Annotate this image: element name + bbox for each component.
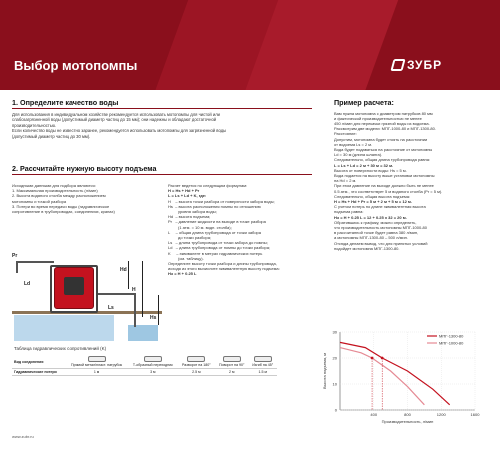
- text-line: слабозагрязненной воды (допустимый диаметр частиц до 15 мм); они надежны и обладают достаточной: [12, 117, 217, 123]
- text-line: Расстояние:: [334, 131, 357, 137]
- text-line: Отсюда делаем вывод, что для принятых условий: [334, 240, 428, 246]
- table-cell: Гидравлические потери: [12, 369, 65, 376]
- legend-label: МПГ-1300-80: [439, 333, 464, 339]
- text-line: Следовательно, общая высота подъема:: [334, 193, 411, 199]
- dimension-label: Hs: [150, 315, 157, 321]
- text-line: Допустим, мотопомпа будет стоять на расстоянии: [334, 136, 428, 142]
- height-arrow: [142, 261, 143, 317]
- text-line: Исходными данными для подбора являются:: [12, 183, 96, 188]
- brand-logo: [392, 58, 442, 72]
- brand-mark-icon: [390, 59, 405, 71]
- text-line: исходя из этого вычислите эквивалентную высоту подъема:: [168, 266, 280, 272]
- text-line: 2. Высота водяного столба между расположением: [12, 193, 106, 199]
- table-header: Т-образный переходник: [132, 363, 173, 367]
- text-line: L – общая длина трубопровода от точки забора: [168, 229, 262, 235]
- section-lift-height: [12, 166, 312, 178]
- text-line: Вода подается на высоту выше установки мотопомпы: [334, 173, 435, 179]
- input-data-text: [12, 183, 152, 214]
- text-line: Ld – длина трубопровода от помпы до точки разбора;: [168, 245, 271, 251]
- text-line: Определите высоту точки разбора и длины трубопровода,: [168, 261, 277, 267]
- discharge-hose: [16, 261, 54, 273]
- text-line: Ld = 30 м (длина шланга).: [334, 152, 383, 158]
- dimension-label: Ld: [24, 281, 31, 287]
- table-header: Вид соединения: [12, 355, 65, 369]
- x-tick-label: 800: [404, 412, 411, 417]
- height-arrow: [128, 261, 129, 289]
- table-cell: 2 м: [215, 369, 249, 376]
- text-line: Pr – давление жидкости на выходе в точке разбора: [168, 219, 266, 225]
- text-line: 450 л/мин для перекачки грязной воды из водоема.: [334, 121, 430, 126]
- text-line: Рассмотрим две модели: МПГ-1000-80 и МПГ-1300-80.: [334, 126, 436, 132]
- text-line: Вам нужна мотопомпа с диаметром патрубков 80 мм: [334, 110, 433, 116]
- y-axis-label: Высота подъема, м: [322, 352, 327, 390]
- page-title: Выбор мотопомпы: [14, 58, 138, 73]
- pump-engine: [64, 277, 84, 295]
- dimension-label: Hd: [120, 267, 127, 273]
- text-line: что производительность мотопомпы МПГ-1000-80: [334, 225, 428, 231]
- tee-fitting-icon: [144, 356, 162, 362]
- text-line: (1 атм. = 10 м. водн. столба);: [168, 224, 232, 230]
- table-cell: 1.5 м: [248, 369, 277, 376]
- text-line: Hd – высота подъема;: [168, 214, 211, 220]
- y-tick-label: 0: [334, 407, 337, 413]
- dimension-label: Pr: [12, 253, 18, 259]
- height-arrow: [158, 295, 159, 325]
- table-cell: 2.5 м: [178, 369, 215, 376]
- dimension-label: H: [132, 287, 136, 293]
- elbow-90-icon: [223, 356, 241, 362]
- example-text: [334, 111, 492, 251]
- text-line: и фактической производительностью не менее: [334, 115, 422, 121]
- text-line: L = Ls + Ld + K, где:: [168, 193, 207, 199]
- text-line: 0.5 атм., что соответствует 5 м водяного столба (Pr = 5 м).: [334, 188, 443, 194]
- text-line: Расчет ведется по следующим формулам:: [168, 183, 248, 188]
- formula-text: [168, 183, 318, 277]
- text-line: Если количество воды не известно заранее, рекомендуется использовать мотопомпы для загрязненной воды: [12, 128, 227, 134]
- x-tick-label: 1200: [436, 412, 446, 417]
- table-header: Изгиб на 45°: [252, 363, 274, 367]
- brand-name: ЗУБР: [407, 58, 443, 72]
- text-line: Hэ = H + 0.25 L = 12 + 0.25 x 32 = 20 м.: [334, 214, 407, 220]
- table-header: Поворот на 90°: [219, 363, 245, 367]
- text-line: С учетом потерь по длине эквивалентная высота: [334, 204, 426, 210]
- text-line: в рассчитанной точке будет равна 380 л/мин,: [334, 230, 419, 236]
- text-line: H = Hs + Hd + Pr: [168, 188, 200, 194]
- section-heading: 1. Определите качество воды: [12, 100, 312, 109]
- straight-pipe-icon: [88, 356, 106, 362]
- example-section: [334, 100, 492, 251]
- text-line: подойдет мотопомпа МПГ-1300-80.: [334, 245, 400, 251]
- text-line: на Hd = 2 м.: [334, 178, 357, 184]
- text-line: Ls – длина трубопровода от точки забора до помпы;: [168, 240, 268, 246]
- text-line: Hs – высота расположения помпы по отношению: [168, 203, 261, 209]
- table-cell: 3 м: [128, 369, 178, 376]
- performance-chart: [318, 320, 488, 432]
- section-heading: 2. Рассчитайте нужную высоту подъема: [12, 166, 312, 175]
- section-text: [12, 112, 312, 140]
- text-line: 1. Максимальная производительность (л/мин): [12, 188, 98, 194]
- text-line: (допустимый диаметр частиц до 30 мм).: [12, 133, 91, 139]
- header-band: [0, 0, 500, 90]
- suction-hose: [96, 293, 136, 327]
- marker-point: [371, 357, 374, 360]
- x-axis-label: Производительность, л/мин: [381, 419, 434, 424]
- example-heading: Пример расчета:: [334, 98, 394, 107]
- water-tank: [128, 325, 158, 341]
- table-header: Разворот на 180°: [181, 363, 211, 367]
- text-line: от водоема Ls = 2 м.: [334, 141, 373, 147]
- u-bend-icon: [187, 356, 205, 362]
- text-line: уровня забора воды;: [168, 209, 217, 215]
- text-line: K – эквивалент в метрах гидравлических потерь: [168, 250, 263, 256]
- text-line: (см. таблицу).: [168, 255, 204, 261]
- pump-diagram: [12, 255, 162, 345]
- dimension-label: Ls: [108, 305, 114, 311]
- text-line: а мотопомпы МПГ-1300-80 – 500 л/мин.: [334, 235, 408, 241]
- footer-url: www.zubr.ru: [12, 434, 34, 439]
- marker-point: [381, 357, 384, 360]
- elbow-45-icon: [254, 356, 272, 362]
- text-line: Следовательно, общая длина трубопровода равна:: [334, 157, 431, 163]
- text-line: производительностью.: [12, 122, 57, 128]
- text-line: до точки разбора;: [168, 235, 212, 241]
- y-tick-label: 20: [332, 355, 337, 361]
- text-line: L = Ls + Ld = 2 м + 30 м = 32 м.: [334, 162, 394, 168]
- text-line: При этом давление на выходе должно быть не менее: [334, 183, 434, 189]
- table-cell: 1 м: [65, 369, 128, 376]
- table-row: [12, 355, 277, 369]
- x-tick-label: 400: [370, 412, 378, 417]
- legend-label: МПГ-1000-80: [439, 340, 464, 346]
- text-line: подъема равна:: [334, 209, 364, 215]
- x-tick-label: 1600: [470, 412, 480, 417]
- text-line: сопротивление в трубопроводах, соединениях, кранах): [12, 209, 115, 215]
- text-line: Hэ = H + 0.25 L: [168, 271, 197, 277]
- text-line: Высота от поверхности воды: Hs = 5 м.: [334, 167, 407, 173]
- section-water-quality: [12, 100, 312, 140]
- text-line: 3. Потери во время передачи воды (гидравлическое: [12, 203, 110, 209]
- fittings-table: [12, 355, 277, 376]
- text-line: H = Hs + Hd + Pr = 5 м + 2 м + 5 м = 12 м.: [334, 199, 412, 205]
- text-line: Обратившись к графику, можно определить,: [334, 219, 417, 225]
- table-row: [12, 369, 277, 376]
- fittings-table-title: Таблица гидравлических сопротивлений (K): [14, 346, 107, 351]
- text-line: Для использования в индивидуальном хозяйстве рекомендуется использовать мотопомпы для чистой или: [12, 111, 221, 117]
- table-header: Прямой метал/пласт. патрубок: [71, 363, 123, 367]
- text-line: мотопомпы и точкой разбора: [12, 198, 67, 204]
- y-tick-label: 30: [332, 329, 337, 335]
- y-tick-label: 10: [332, 381, 337, 387]
- text-line: H – высота точки разбора от поверхности забора воды;: [168, 198, 275, 204]
- text-line: Вода будет подаваться на расстояние от мотопомпы: [334, 147, 433, 153]
